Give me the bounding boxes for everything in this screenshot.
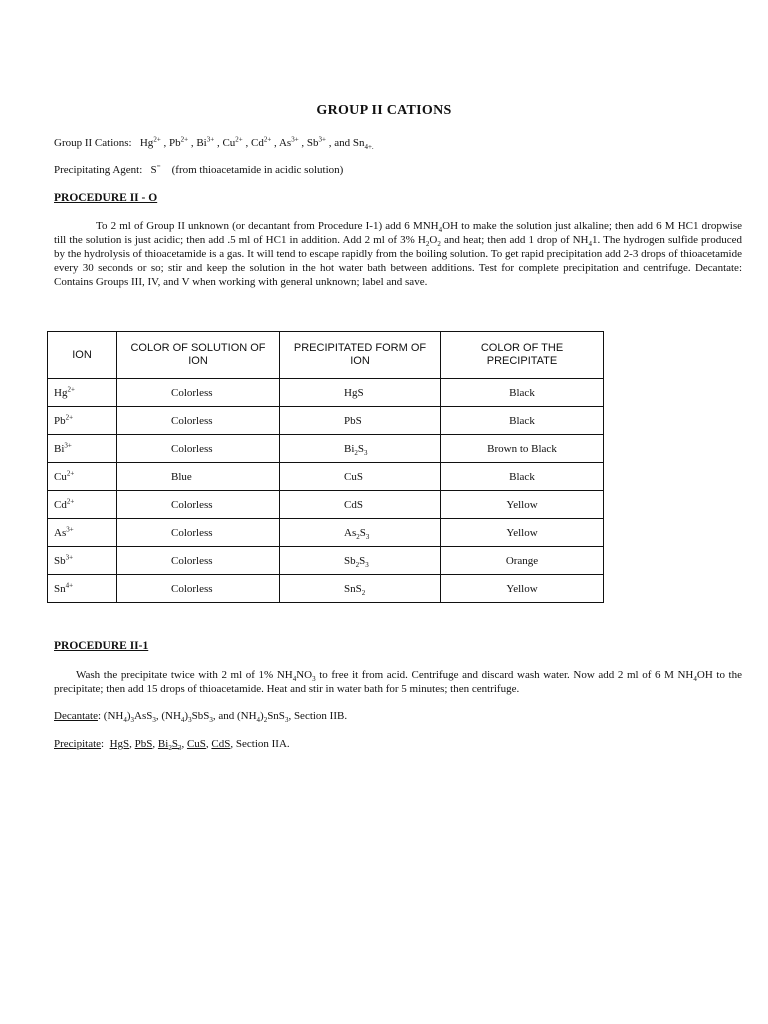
ion-charge: 3+: [64, 440, 72, 449]
decantate-sub: 2: [263, 716, 268, 725]
agent-formula: S: [150, 164, 157, 176]
precipitate-item: [211, 738, 230, 750]
decantate-part: , Section IIB.: [288, 710, 348, 722]
table-row: [48, 435, 604, 463]
table-row: [48, 547, 604, 575]
decantate-part: ): [260, 710, 264, 722]
ion-charge: 2+: [65, 412, 74, 421]
cation-charge: 3+: [291, 135, 299, 144]
precipitated-form-cell: [280, 463, 441, 491]
proc-1-text-3: to free it from acid. Centrifuge and discard wash water. Now add 2 ml of 6 M NH: [315, 669, 694, 681]
cation-cd: Cd: [251, 137, 264, 149]
ion-symbol: Sn: [54, 582, 66, 595]
ion-symbol: Hg: [54, 386, 68, 399]
precipitate-color-cell: Black: [441, 463, 604, 491]
decantate-sub: 3: [188, 716, 192, 725]
agent-line: [54, 164, 343, 176]
decantate-part: ): [126, 710, 131, 722]
precipitate-item: [110, 738, 130, 750]
precipitate-label: Precipitate: [54, 738, 102, 750]
precipitate-color-cell: Orange: [441, 547, 604, 575]
precipitate-line: [54, 738, 290, 753]
ion-charge: 2+: [67, 384, 75, 393]
proc-1-text-1: Wash the precipitate twice with 2 ml of 1% NH: [76, 669, 293, 681]
solution-color-cell: Blue: [117, 463, 280, 491]
ion-symbol: Sb: [54, 554, 66, 567]
precipitate-color-cell: Black: [441, 407, 604, 435]
cations-line: [54, 135, 374, 152]
procedure-o-paragraph: [54, 219, 742, 289]
form-sub: 2: [356, 532, 360, 541]
table-row: [48, 491, 604, 519]
precipitate-item: [187, 738, 206, 750]
cation-charge: 3+: [318, 135, 326, 144]
decantate-sub: 3: [130, 716, 134, 725]
solution-color-cell: Colorless: [117, 547, 280, 575]
ion-cell: [48, 519, 117, 547]
cations-label: Group II Cations:: [54, 137, 132, 149]
decantate-sub: 4: [256, 716, 261, 725]
ion-cell: [48, 435, 117, 463]
ion-charge: 2+: [66, 496, 75, 505]
cation-bi: Bi: [196, 137, 207, 149]
ion-table: [47, 331, 604, 603]
header-precipitate-color: COLOR OF THE PRECIPITATE: [441, 332, 604, 379]
ion-symbol: As: [54, 526, 67, 539]
form-text: S: [359, 554, 366, 567]
precipitated-form-cell: [280, 407, 441, 435]
ion-charge: 4+: [65, 580, 74, 589]
form-text: S: [359, 526, 366, 539]
form-text: As: [344, 526, 357, 539]
precipitate-item-text: CuS: [186, 738, 206, 750]
form-sub: 3: [364, 448, 368, 457]
precipitate-color-cell: Yellow: [441, 491, 604, 519]
decantate-sub: 3: [284, 716, 289, 725]
ion-cell: [48, 547, 117, 575]
decantate-label: Decantate: [54, 710, 98, 722]
cation-charge: 3+: [206, 135, 215, 144]
table-header-row: [48, 332, 604, 379]
cations-and-text: and Sn: [334, 137, 365, 149]
solution-color-cell: Colorless: [117, 435, 280, 463]
form-text: HgS: [344, 386, 364, 399]
proc-o-text-2: OH to make the solution just alkaline; then add 6 M HC1 dropwise till the solution is just acidic; then add .5 ml of HC1 in addition. Add 2 ml of 3% H: [54, 220, 742, 246]
precipitate-color-cell: Yellow: [441, 519, 604, 547]
precipitate-item-sub: 2: [168, 744, 172, 753]
solution-color-cell: Colorless: [117, 407, 280, 435]
solution-color-cell: Colorless: [117, 379, 280, 407]
decantate-sub: 4: [180, 716, 185, 725]
table-row: [48, 379, 604, 407]
precipitate-color-cell: Brown to Black: [441, 435, 604, 463]
ion-symbol: Cd: [54, 498, 67, 511]
table-row: [48, 519, 604, 547]
precipitated-form-cell: [280, 575, 441, 603]
form-text: Bi: [344, 442, 355, 455]
cation-list: $Hg^{2+}$ , $Pb^{2+}$ , $Bi^{3+}$ , $Cu^{2+}$ , $Cd^{2+}$ , $As^{3+}$ , $Sb^{3+}$ ,: [139, 135, 335, 149]
cation-charge: 2+: [153, 135, 161, 144]
proc-o-sub-4: 4: [588, 240, 592, 249]
precipitated-form-cell: [280, 379, 441, 407]
decantate-part: SnS: [267, 710, 285, 722]
proc-1-sub-2: 3: [312, 675, 316, 684]
cation-charge: 2+: [180, 135, 189, 144]
decantate-part: AsS: [134, 710, 153, 722]
agent-note: (from thioacetamide in acidic solution): [171, 164, 344, 176]
decantate-sub: 4: [123, 716, 127, 725]
decantate-part: , (NH: [155, 710, 181, 722]
cation-charge: 2+: [263, 135, 272, 144]
proc-1-sub-3: 4: [693, 675, 697, 684]
form-sub: 3: [365, 560, 369, 569]
precipitate-item-text: HgS: [109, 738, 130, 750]
ion-charge: 2+: [66, 468, 75, 477]
header-precipitated-form: PRECIPITATED FORM OF ION: [280, 332, 441, 379]
proc-o-text-4: and heat; then add 1 drop of NH: [440, 234, 589, 246]
form-text: SnS: [344, 582, 362, 595]
proc-1-sub-1: 4: [292, 675, 297, 684]
precipitate-items: HgS, PbS, $Bi_2S_3$, CuS, CdS: [109, 738, 231, 753]
precipitate-colon: :: [101, 738, 110, 750]
table-row: [48, 407, 604, 435]
form-sub: 2: [355, 560, 360, 569]
procedure-o-heading: PROCEDURE II - O: [54, 192, 158, 204]
ion-cell: [48, 379, 117, 407]
ion-symbol: Pb: [54, 414, 66, 427]
solution-color-cell: Colorless: [117, 519, 280, 547]
precipitated-form-cell: [280, 435, 441, 463]
precipitate-item-text: Bi: [157, 738, 169, 750]
table-row: [48, 575, 604, 603]
precipitated-form-cell: [280, 547, 441, 575]
cation-charge: 2+: [235, 135, 243, 144]
page-title: GROUP II CATIONS: [316, 103, 452, 118]
precipitate-item: [157, 738, 182, 753]
cation-hg: Hg: [139, 137, 154, 149]
form-text: CdS: [344, 498, 363, 511]
precipitate-item-text: CdS: [211, 738, 231, 750]
precipitated-form-cell: [280, 491, 441, 519]
agent-charge: =: [156, 162, 161, 171]
decantate-text: [97, 710, 348, 725]
precipitate-color-cell: Black: [441, 379, 604, 407]
precipitate-color-cell: Yellow: [441, 575, 604, 603]
precipitate-item: [135, 738, 153, 750]
proc-1-text-2: NO: [296, 669, 313, 681]
cation-cu: Cu: [222, 137, 236, 149]
proc-o-sub-3: 2: [437, 240, 441, 249]
form-text: S: [357, 442, 365, 455]
form-sub: 2: [361, 588, 366, 597]
precipitate-item-text: PbS: [134, 738, 153, 750]
decantate-line: [54, 710, 348, 725]
cation-pb: Pb: [169, 137, 181, 149]
ion-cell: [48, 463, 117, 491]
ion-cell: [48, 491, 117, 519]
cation-as: As: [278, 137, 292, 149]
form-text: PbS: [344, 414, 362, 427]
header-solution-color: COLOR OF SOLUTION OF ION: [117, 332, 280, 379]
cation-sb: Sb: [306, 137, 319, 149]
ion-cell: [48, 407, 117, 435]
cations-last-sub: 4+.: [364, 143, 374, 152]
header-ion: ION: [48, 332, 117, 379]
ion-symbol: Cu: [54, 470, 67, 483]
solution-color-cell: Colorless: [117, 575, 280, 603]
procedure-1-paragraph: [54, 668, 742, 696]
ion-symbol: Bi: [54, 442, 65, 455]
solution-color-cell: Colorless: [117, 491, 280, 519]
decantate-part: ): [184, 710, 189, 722]
proc-o-text-5: 1. The hydrogen sulfide produced by the hydrolysis of thioacetamide is a gas. It will tend to escape rapidly from the boiling solution. To get rapid precipitation add 2-3 drops of thioacetamide every 30 seconds or so; stir and keep the solution in the hot water bath between additions. Test for complete precipitation and centrifuge. Decantate: Contains Groups III, IV, and V when working with general unknown; label and save.: [54, 234, 742, 288]
ion-charge: 3+: [65, 552, 74, 561]
procedure-1-heading: PROCEDURE II-1: [54, 640, 149, 652]
proc-1-text-4: OH to the precipitate; then add 15 drops of thioacetamide. Heat and stir in water bath for 5 minutes; then centrifuge.: [54, 669, 742, 695]
precipitate-suffix: , Section IIA.: [230, 738, 290, 750]
proc-o-sub-2: 2: [425, 240, 430, 249]
decantate-sub: 3: [209, 716, 213, 725]
precipitate-item-sub: 3: [177, 744, 182, 753]
decantate-part: SbS: [191, 710, 210, 722]
table-body: [48, 379, 604, 603]
decantate-sub: 3: [152, 716, 156, 725]
proc-o-sub-1: 4: [438, 226, 443, 235]
proc-o-text-1: To 2 ml of Group II unknown (or decantant from Procedure I-1) add 6 MNH: [96, 220, 439, 232]
ion-cell: [48, 575, 117, 603]
precipitated-form-cell: [280, 519, 441, 547]
decantate-part: : (NH: [97, 710, 124, 722]
form-sub: 2: [354, 448, 358, 457]
form-text: CuS: [344, 470, 363, 483]
precipitate-item-text: S: [171, 738, 178, 750]
agent-label: Precipitating Agent:: [54, 164, 143, 176]
table-row: [48, 463, 604, 491]
form-text: Sb: [344, 554, 356, 567]
ion-charge: 3+: [66, 524, 74, 533]
form-sub: 3: [365, 532, 370, 541]
decantate-part: , and (NH: [212, 710, 257, 722]
proc-o-text-3: O: [429, 234, 438, 246]
